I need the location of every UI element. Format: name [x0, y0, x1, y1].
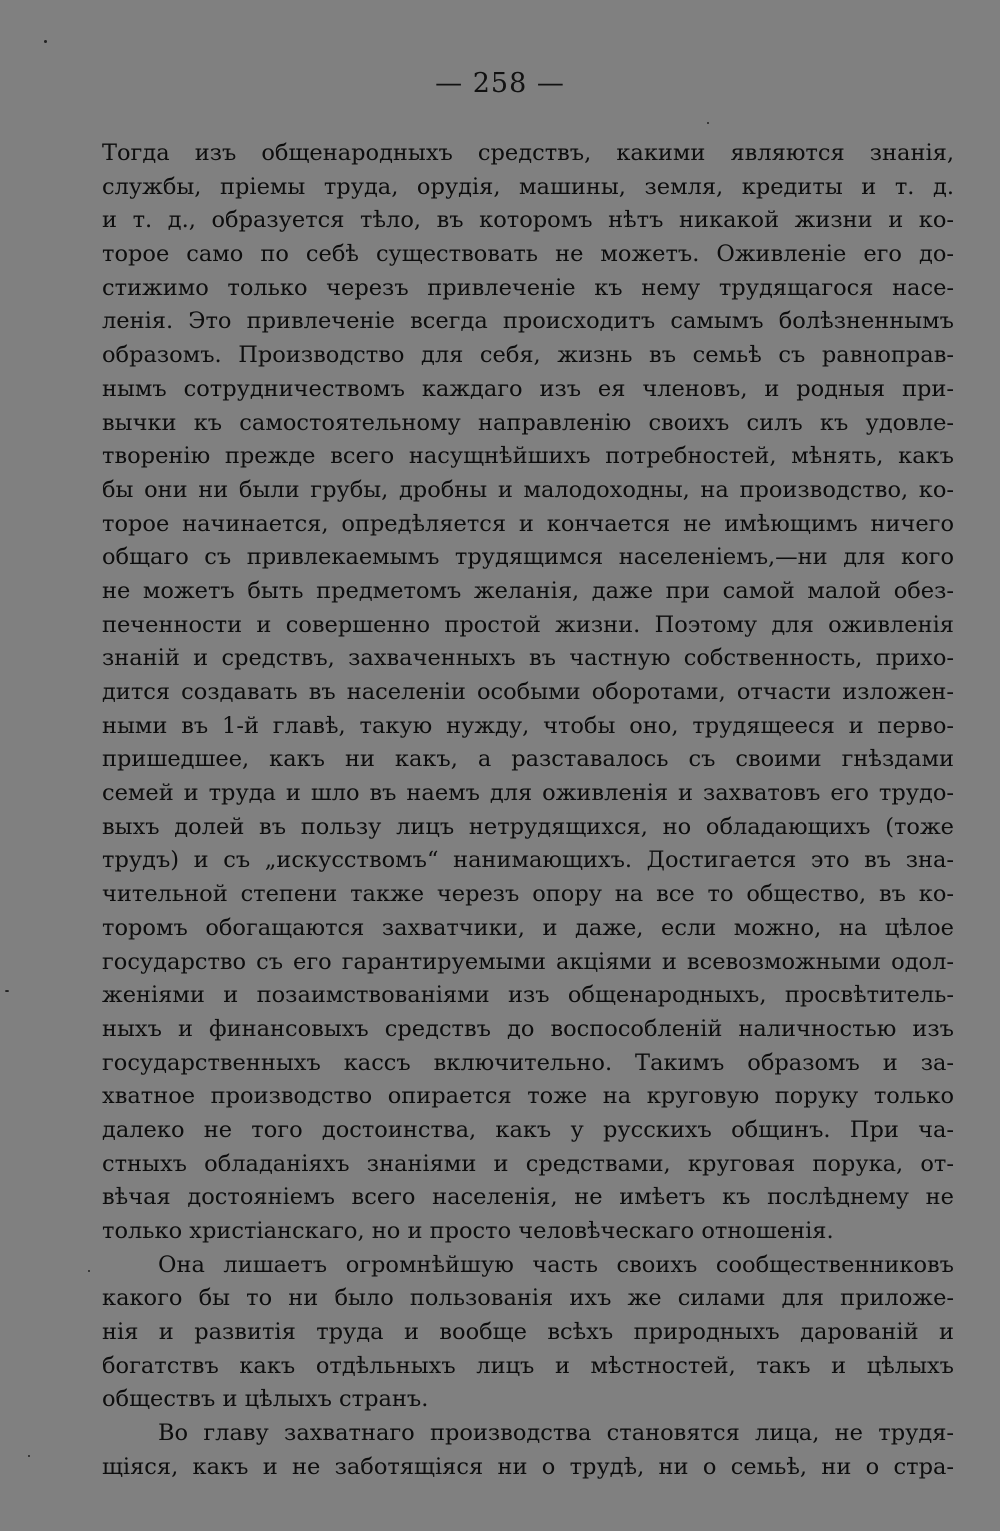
text-line: семей и труда и шло въ наемъ для оживленія и захватовъ его трудо-: [102, 780, 954, 807]
text-line: творенію прежде всего насущнѣйшихъ потребностей, мѣнять, какъ: [102, 443, 954, 470]
text-line: нія и развитія труда и вообще всѣхъ природныхъ дарованій и: [102, 1319, 954, 1346]
text-line: чительной степени также черезъ опору на все то общество, въ ко-: [102, 881, 954, 908]
text-line: ленія. Это привлеченіе всегда происходитъ самымъ болѣзненнымъ: [102, 308, 954, 335]
text-line: печенности и совершенно простой жизни. Поэтому для оживленія: [102, 611, 954, 638]
text-line: бы они ни были грубы, дробны и малодоходны, на производство, ко-: [102, 476, 954, 503]
text-line: вычки къ самостоятельному направленію своихъ силъ къ удовле-: [102, 409, 954, 436]
paper-speck: [707, 122, 709, 124]
text-line: пришедшее, какъ ни какъ, а разставалось съ своими гнѣздами: [102, 746, 954, 773]
text-line: хватное производство опирается тоже на круговую поруку только: [102, 1083, 954, 1110]
text-line: дится создавать въ населеніи особыми оборотами, отчасти изложен-: [102, 679, 954, 705]
text-line: и т. д., образуется тѣло, въ которомъ нѣтъ никакой жизни и ко-: [102, 207, 954, 234]
page-number: — 258 —: [435, 68, 565, 99]
paper-speck: [5, 990, 9, 992]
paper-speck: [88, 1270, 90, 1272]
text-line: трудъ) и съ „искусствомъ“ нанимающихъ. Достигается это въ зна-: [102, 847, 954, 874]
text-line: государственныхъ кассъ включительно. Такимъ образомъ и за-: [102, 1049, 954, 1076]
text-line: не можетъ быть предметомъ желанія, даже при самой малой обез-: [102, 577, 954, 604]
text-line: женіями и позаимствованіями изъ общенародныхъ, просвѣтитель-: [102, 982, 954, 1009]
text-line: ными въ 1-й главѣ, такую нужду, чтобы оно, трудящееся и перво-: [102, 712, 954, 739]
text-line: какого бы то ни было пользованія ихъ же силами для приложе-: [102, 1285, 954, 1312]
text-line: щіяся, какъ и не заботящіяся ни о трудѣ, ни о семьѣ, ни о стра-: [102, 1453, 954, 1480]
text-line: Она лишаетъ огромнѣйшую часть своихъ сообщественниковъ: [158, 1251, 954, 1278]
text-line: обществъ и цѣлыхъ странъ.: [102, 1386, 429, 1413]
text-line: выхъ долей въ пользу лицъ нетрудящихся, но обладающихъ (тоже: [102, 813, 954, 840]
text-line: Тогда изъ общенародныхъ средствъ, какими являются знанія,: [102, 140, 954, 166]
text-line: стижимо только черезъ привлеченіе къ нему трудящагося насе-: [102, 274, 954, 301]
body-text: [102, 137, 954, 1485]
text-line: нымъ сотрудничествомъ каждаго изъ ея членовъ, и родныя при-: [102, 375, 954, 402]
text-line: знаній и средствъ, захваченныхъ въ частную собственность, прихо-: [102, 645, 954, 672]
text-line: только христіанскаго, но и просто человѣческаго отношенія.: [102, 1218, 834, 1244]
paper-speck: [44, 40, 47, 43]
text-line: торое начинается, опредѣляется и кончается не имѣющимъ ничего: [102, 510, 954, 537]
text-line: торомъ обогащаются захватчики, и даже, если можно, на цѣлое: [102, 914, 954, 941]
text-line: Во главу захватнаго производства становятся лица, не трудя-: [158, 1420, 954, 1447]
text-line: торое само по себѣ существовать не можетъ. Оживленіе его до-: [102, 241, 954, 268]
text-line: богатствъ какъ отдѣльныхъ лицъ и мѣстностей, такъ и цѣлыхъ: [102, 1352, 954, 1379]
paper-speck: [28, 1455, 30, 1457]
text-line: стныхъ обладаніяхъ знаніями и средствами, круговая порука, от-: [102, 1150, 954, 1177]
text-line: образомъ. Производство для себя, жизнь въ семьѣ съ равноправ-: [102, 342, 954, 369]
text-line: службы, пріемы труда, орудія, машины, земля, кредиты и т. д.: [102, 173, 954, 200]
text-line: далеко не того достоинства, какъ у русскихъ общинъ. При ча-: [102, 1116, 954, 1143]
text-line: вѣчая достояніемъ всего населенія, не имѣетъ къ послѣднему не: [102, 1184, 954, 1211]
text-line: ныхъ и финансовыхъ средствъ до воспособленій наличностью изъ: [102, 1015, 954, 1042]
text-line: государство съ его гарантируемыми акціями и всевозможными одол-: [102, 948, 954, 975]
text-line: общаго съ привлекаемымъ трудящимся населеніемъ,—ни для кого: [102, 544, 954, 571]
